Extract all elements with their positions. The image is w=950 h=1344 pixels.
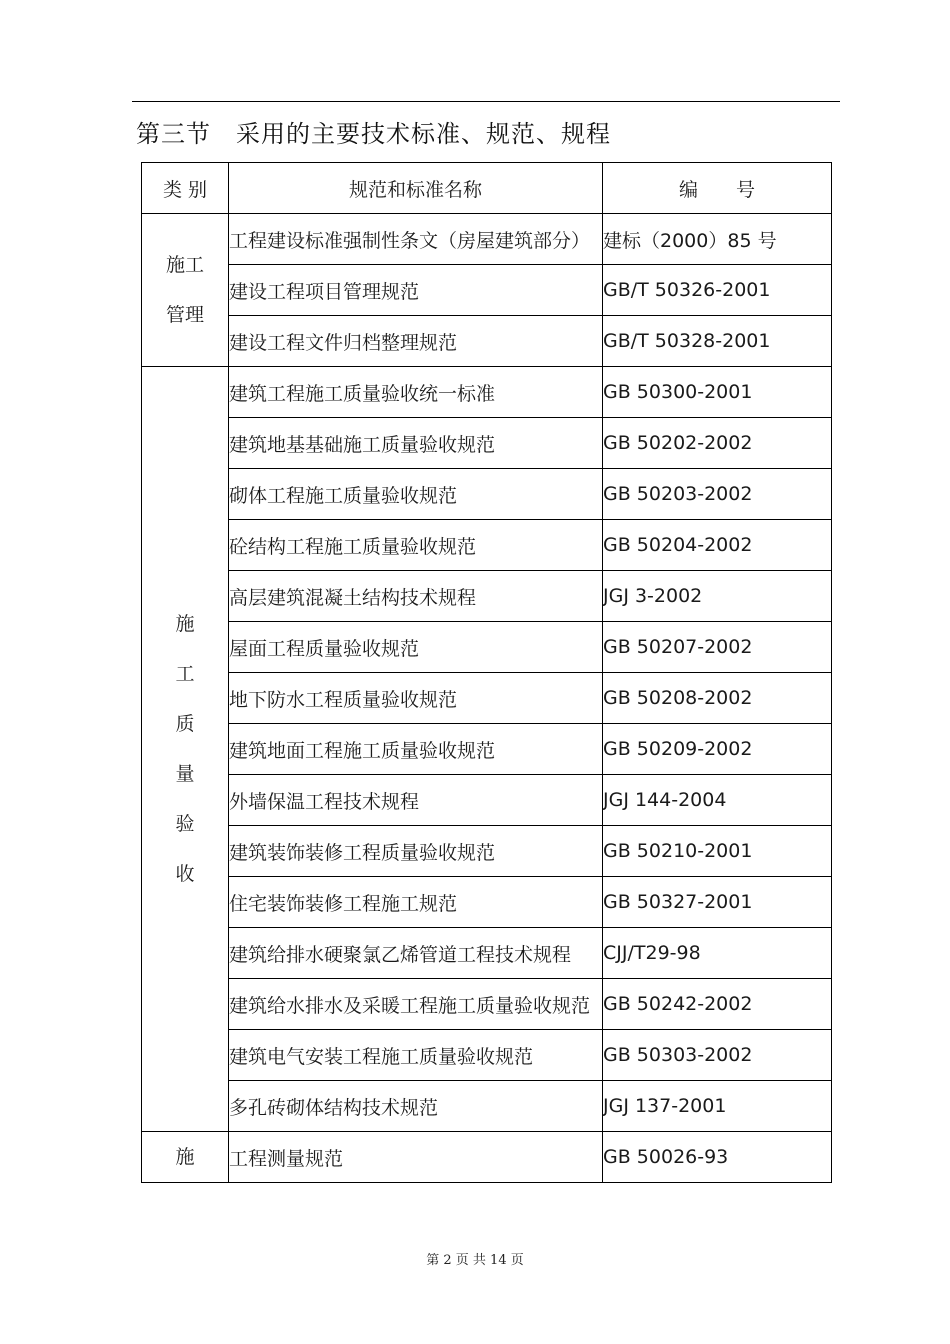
- standard-name-cell: 工程测量规范: [229, 1132, 603, 1183]
- category-char: 工: [175, 663, 195, 685]
- standard-code-cell: 建标（2000）85 号: [603, 214, 832, 265]
- table-row: [142, 367, 832, 418]
- standard-code-cell: GB 50209-2002: [603, 724, 832, 775]
- category-label: [142, 1132, 228, 1182]
- standard-code-cell: GB 50327-2001: [603, 877, 832, 928]
- table-header-row: [142, 163, 832, 214]
- standard-name-cell: 外墙保温工程技术规程: [229, 775, 603, 826]
- category-char: 收: [175, 863, 195, 885]
- header-code: 编 号: [603, 163, 832, 214]
- standard-code-cell: GB 50210-2001: [603, 826, 832, 877]
- standard-name-cell: 建筑地面工程施工质量验收规范: [229, 724, 603, 775]
- category-label: [142, 599, 228, 899]
- table-row: [142, 826, 832, 877]
- standard-code-cell: GB 50208-2002: [603, 673, 832, 724]
- table-row: [142, 775, 832, 826]
- standard-name-cell: 建筑装饰装修工程质量验收规范: [229, 826, 603, 877]
- standard-name-cell: 多孔砖砌体结构技术规范: [229, 1081, 603, 1132]
- category-char: 验: [175, 813, 195, 835]
- standard-code-cell: CJJ/T29-98: [603, 928, 832, 979]
- standard-code-cell: JGJ 3-2002: [603, 571, 832, 622]
- standard-code-cell: GB/T 50328-2001: [603, 316, 832, 367]
- table-row: [142, 418, 832, 469]
- standard-name-cell: 地下防水工程质量验收规范: [229, 673, 603, 724]
- table-body: [142, 214, 832, 1183]
- standard-code-cell: GB 50300-2001: [603, 367, 832, 418]
- header-rule: [132, 101, 840, 102]
- standard-code-cell: GB 50242-2002: [603, 979, 832, 1030]
- table-row: [142, 214, 832, 265]
- standard-code-cell: GB 50203-2002: [603, 469, 832, 520]
- standard-name-cell: 砌体工程施工质量验收规范: [229, 469, 603, 520]
- standard-name-cell: 砼结构工程施工质量验收规范: [229, 520, 603, 571]
- standard-name-cell: 建筑地基基础施工质量验收规范: [229, 418, 603, 469]
- table-row: [142, 316, 832, 367]
- standard-code-cell: GB/T 50326-2001: [603, 265, 832, 316]
- category-char: 量: [175, 763, 195, 785]
- standard-name-cell: 建筑给水排水及采暖工程施工质量验收规范: [229, 979, 603, 1030]
- category-label: [142, 240, 228, 340]
- table-row: [142, 673, 832, 724]
- category-char: 质: [175, 713, 195, 735]
- category-cell: [142, 367, 229, 1132]
- table-row: [142, 724, 832, 775]
- standard-name-cell: 建设工程项目管理规范: [229, 265, 603, 316]
- section-title: 第三节 采用的主要技术标准、规范、规程: [136, 120, 611, 148]
- standard-code-cell: JGJ 144-2004: [603, 775, 832, 826]
- category-cell: [142, 1132, 229, 1183]
- standard-code-cell: GB 50303-2002: [603, 1030, 832, 1081]
- standard-name-cell: 建筑电气安装工程施工质量验收规范: [229, 1030, 603, 1081]
- standard-name-cell: 建筑工程施工质量验收统一标准: [229, 367, 603, 418]
- page-footer: 第 2 页 共 14 页: [426, 1253, 524, 1268]
- standard-code-cell: GB 50204-2002: [603, 520, 832, 571]
- table-row: [142, 1132, 832, 1183]
- category-cell: [142, 214, 229, 367]
- table-row: [142, 469, 832, 520]
- standard-name-cell: 住宅装饰装修工程施工规范: [229, 877, 603, 928]
- category-char: 施: [175, 613, 195, 635]
- category-char: 施: [175, 1146, 195, 1168]
- standard-name-cell: 高层建筑混凝土结构技术规程: [229, 571, 603, 622]
- standard-code-cell: GB 50202-2002: [603, 418, 832, 469]
- table-row: [142, 520, 832, 571]
- header-standard-name: 规范和标准名称: [229, 163, 603, 214]
- standard-name-cell: 屋面工程质量验收规范: [229, 622, 603, 673]
- table-row: [142, 877, 832, 928]
- table-row: [142, 1030, 832, 1081]
- table-row: [142, 622, 832, 673]
- category-char: 管理: [165, 304, 204, 326]
- table-row: [142, 571, 832, 622]
- header-category: 类 别: [142, 163, 229, 214]
- category-char: 施工: [165, 254, 204, 276]
- table-row: [142, 928, 832, 979]
- table-row: [142, 1081, 832, 1132]
- standard-name-cell: 建设工程文件归档整理规范: [229, 316, 603, 367]
- standard-name-cell: 建筑给排水硬聚氯乙烯管道工程技术规程: [229, 928, 603, 979]
- standard-code-cell: JGJ 137-2001: [603, 1081, 832, 1132]
- standard-code-cell: GB 50026-93: [603, 1132, 832, 1183]
- table-row: [142, 265, 832, 316]
- standard-code-cell: GB 50207-2002: [603, 622, 832, 673]
- table-row: [142, 979, 832, 1030]
- standards-table: [141, 162, 832, 1183]
- standard-name-cell: 工程建设标准强制性条文（房屋建筑部分）: [229, 214, 603, 265]
